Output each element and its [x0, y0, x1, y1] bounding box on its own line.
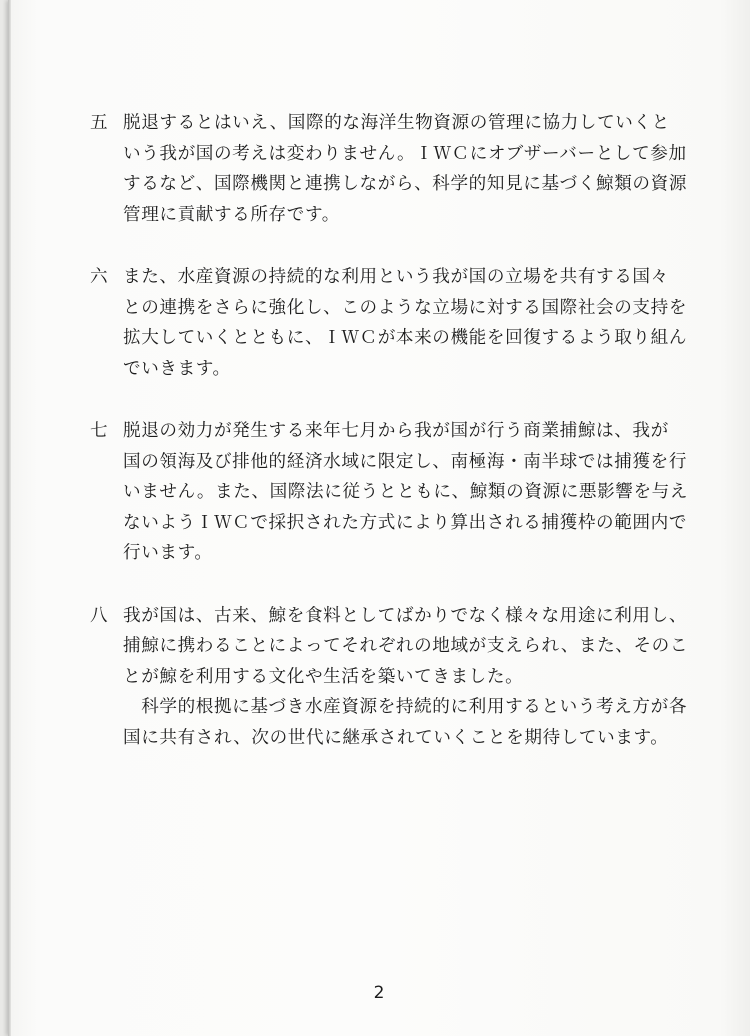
paragraph-line: とが鯨を利用する文化や生活を築いてきました。 — [123, 666, 524, 687]
paragraph-line: 拡大していくとともに、ＩＷＣが本来の機能を回復するよう取り組ん — [123, 328, 688, 348]
page-number: 2 — [373, 983, 385, 1003]
paragraph-line: いません。また、国際法に従うとともに、鯨類の資源に悪影響を与え — [123, 482, 689, 502]
paragraph-line: 捕鯨に携わることによってそれぞれの地域が支えられ、また、そのこ — [123, 636, 689, 656]
section-number: 六 — [90, 267, 109, 287]
section-paragraph — [123, 262, 710, 384]
paragraph-line: でいきます。 — [123, 358, 231, 379]
section-paragraph — [123, 108, 710, 230]
section-item-7 — [90, 416, 710, 569]
document-page — [8, 0, 750, 1036]
paragraph-line: 管理に貢献する所存です。 — [123, 204, 340, 225]
section-item-5 — [90, 108, 710, 230]
paragraph-line: いう我が国の考えは変わりません。ＩＷＣにオブザーバーとして参加 — [123, 143, 687, 164]
section-item-8 — [90, 601, 710, 754]
paragraph-line: するなど、国際機関と連携しながら、科学的知見に基づく鯨類の資源 — [123, 174, 688, 194]
paragraph-line: また、水産資源の持続的な利用という我が国の立場を共有する国々 — [123, 267, 669, 287]
section-paragraph — [123, 601, 710, 754]
paragraph-line: 脱退するとはいえ、国際的な海洋生物資源の管理に協力していくと — [123, 113, 670, 133]
paragraph-line: 科学的根拠に基づき水産資源を持続的に利用するという考え方が各 — [123, 697, 688, 717]
section-paragraph — [123, 416, 710, 569]
section-number: 八 — [90, 605, 109, 626]
document-body — [90, 108, 710, 753]
paragraph-line: 国に共有され、次の世代に継承されていくことを期待しています。 — [123, 727, 669, 748]
paragraph-line: 行います。 — [123, 543, 213, 563]
paragraph-line: 脱退の効力が発生する来年七月から我が国が行う商業捕鯨は、我が — [123, 421, 669, 441]
section-number: 五 — [90, 113, 109, 133]
section-number: 七 — [90, 421, 109, 441]
paragraph-line: ないようＩＷＣで採択された方式により算出される捕獲枠の範囲内で — [123, 512, 688, 533]
paragraph-line: 我が国は、古来、鯨を食料としてばかりでなく様々な用途に利用し、 — [123, 605, 688, 626]
paragraph-line: 国の領海及び排他的経済水域に限定し、南極海・南半球では捕獲を行 — [123, 451, 688, 472]
paragraph-line: との連携をさらに強化し、このような立場に対する国際社会の支持を — [123, 297, 688, 318]
section-item-6 — [90, 262, 710, 384]
